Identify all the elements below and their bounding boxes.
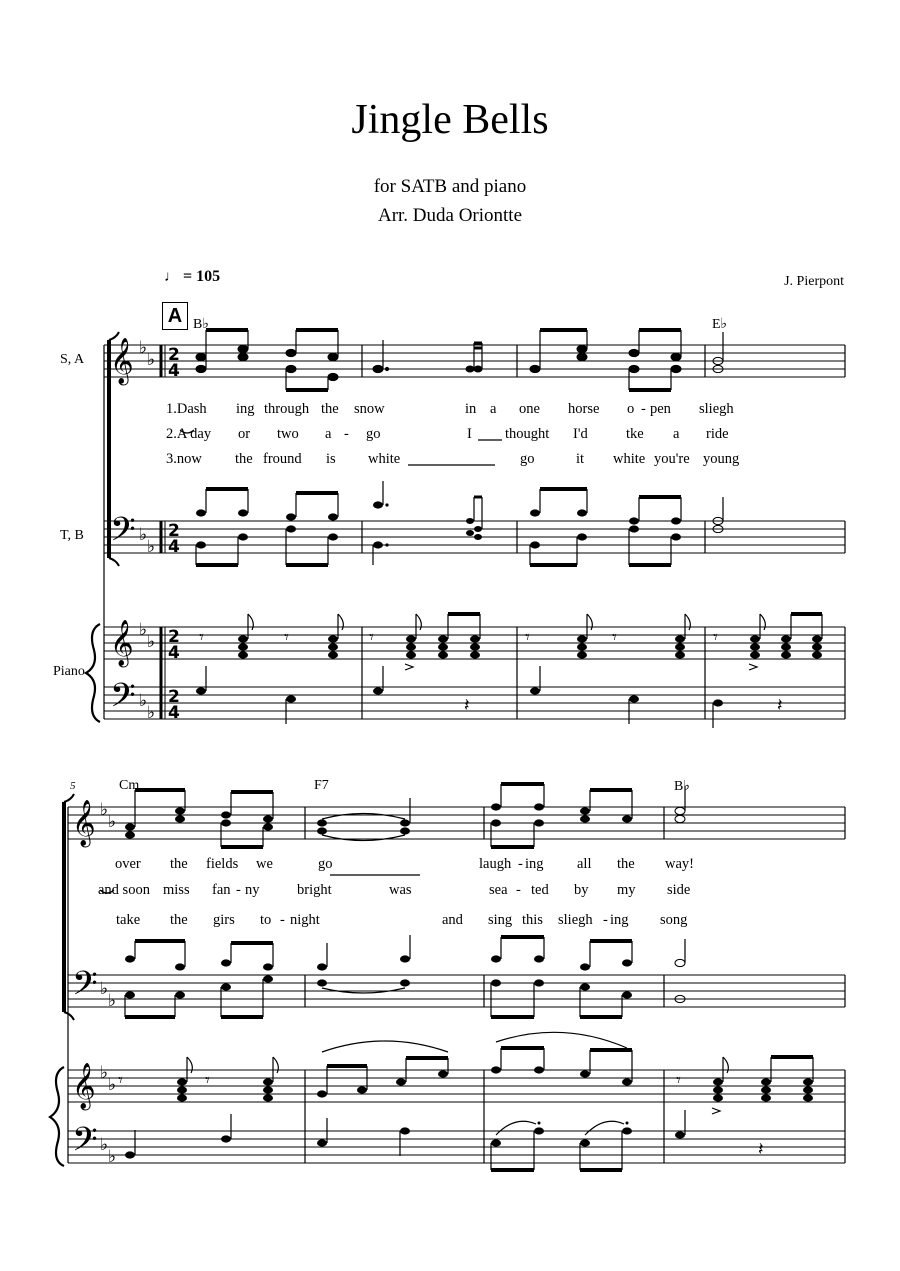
lyric: o bbox=[627, 401, 635, 417]
lyric: by bbox=[574, 882, 589, 898]
staff-piano-lh bbox=[104, 687, 845, 719]
lyric: fan bbox=[212, 882, 231, 898]
svg-text:♭: ♭ bbox=[108, 991, 117, 1011]
time-signature-top: 2 bbox=[168, 627, 180, 647]
lyric: white bbox=[368, 451, 401, 467]
lyric: go bbox=[366, 426, 381, 442]
lyric: take bbox=[116, 912, 141, 928]
time-signature-top: 2 bbox=[168, 687, 180, 707]
lyric: a bbox=[325, 426, 332, 442]
svg-text:𝄽: 𝄽 bbox=[777, 695, 783, 716]
svg-text:𝄾: 𝄾 bbox=[205, 1070, 210, 1091]
composer: J. Pierpont bbox=[784, 274, 844, 289]
lyric: in bbox=[465, 401, 477, 417]
rehearsal-mark: A bbox=[162, 302, 188, 330]
lyric: you're bbox=[654, 451, 690, 467]
svg-text:𝄾: 𝄾 bbox=[118, 1070, 123, 1091]
subtitle: for SATB and piano bbox=[373, 176, 527, 197]
svg-text:♭: ♭ bbox=[100, 979, 109, 999]
svg-text:𝄾: 𝄾 bbox=[199, 627, 204, 648]
lyric: and bbox=[442, 912, 463, 928]
lyric: go bbox=[520, 451, 535, 467]
lyric: sing bbox=[488, 912, 513, 928]
lyric: pen bbox=[650, 401, 671, 417]
lyric: a bbox=[673, 426, 680, 442]
svg-text:𝄾: 𝄾 bbox=[676, 1070, 681, 1091]
chord-symbol: B♭ bbox=[193, 317, 209, 332]
svg-text:♭: ♭ bbox=[108, 1147, 117, 1167]
time-signature-bottom: 4 bbox=[168, 643, 180, 663]
bass-clef: 𝄢 bbox=[110, 677, 136, 723]
lyric: - bbox=[516, 882, 521, 898]
lyric: ing bbox=[610, 912, 629, 928]
time-signature-bottom: 4 bbox=[168, 703, 180, 723]
chord-symbol: B♭ bbox=[674, 779, 690, 794]
lyric: I'd bbox=[573, 426, 588, 442]
lyric: night bbox=[290, 912, 320, 928]
time-signature-bottom: 4 bbox=[168, 361, 180, 381]
lyric: ted bbox=[531, 882, 549, 898]
lyric: I bbox=[467, 426, 472, 442]
lyric: - bbox=[236, 882, 241, 898]
page-title: Jingle Bells bbox=[351, 97, 549, 143]
lyric: sliegh bbox=[699, 401, 734, 417]
lyric: to bbox=[260, 912, 272, 928]
chord-symbol: F7 bbox=[314, 778, 329, 793]
bass-clef: 𝄢 bbox=[110, 511, 136, 557]
svg-text:𝄽: 𝄽 bbox=[464, 695, 470, 716]
lyric: - bbox=[280, 912, 285, 928]
lyric: it bbox=[576, 451, 585, 467]
svg-text:𝄾: 𝄾 bbox=[713, 627, 718, 648]
svg-text:𝄢: 𝄢 bbox=[72, 1121, 98, 1167]
lyric: through bbox=[264, 401, 310, 417]
lyric: tke bbox=[626, 426, 644, 442]
time-signature-bottom: 4 bbox=[168, 537, 180, 557]
svg-text:𝄽: 𝄽 bbox=[758, 1139, 764, 1160]
svg-text:♭: ♭ bbox=[100, 1063, 109, 1083]
lyric: the bbox=[235, 451, 253, 467]
svg-text:♭: ♭ bbox=[147, 632, 156, 652]
lyric: the bbox=[321, 401, 339, 417]
lyric: was bbox=[389, 882, 412, 898]
staff-piano-lh-2 bbox=[68, 1131, 845, 1163]
lyric: ing bbox=[525, 856, 544, 872]
treble-clef: 𝄞 bbox=[110, 620, 134, 666]
lyric: this bbox=[522, 912, 543, 928]
tb-notes-system1 bbox=[196, 501, 723, 548]
svg-text:♭: ♭ bbox=[108, 1075, 117, 1095]
lyric: snow bbox=[354, 401, 385, 417]
time-signature-top: 2 bbox=[168, 521, 180, 541]
lyric: ride bbox=[706, 426, 729, 442]
lyric: thought bbox=[505, 426, 550, 442]
part-label-sa: S, A bbox=[60, 352, 85, 367]
piano-rh-system1 bbox=[199, 627, 718, 648]
part-label-piano: Piano bbox=[53, 664, 85, 679]
chord-symbol: Cm bbox=[119, 778, 140, 793]
lyric: white bbox=[613, 451, 646, 467]
svg-text:𝄢: 𝄢 bbox=[72, 965, 98, 1011]
tempo-value: = 105 bbox=[183, 268, 221, 285]
lyric: go bbox=[318, 856, 333, 872]
time-signature-top: 2 bbox=[168, 345, 180, 365]
chord-symbol: E♭ bbox=[712, 317, 728, 332]
lyric: we bbox=[256, 856, 273, 872]
lyric: is bbox=[326, 451, 336, 467]
lyric: ny bbox=[245, 882, 260, 898]
lyric: one bbox=[519, 401, 540, 417]
lyric: 3.now bbox=[166, 451, 202, 467]
svg-text:♭: ♭ bbox=[100, 800, 109, 820]
lyric: the bbox=[170, 912, 188, 928]
lyric: fields bbox=[206, 856, 239, 872]
lyric: song bbox=[660, 912, 688, 928]
svg-text:𝄞: 𝄞 bbox=[72, 800, 96, 846]
lyric: ing bbox=[236, 401, 255, 417]
lyric: miss bbox=[163, 882, 190, 898]
lyric: horse bbox=[568, 401, 600, 417]
lyric: all bbox=[577, 856, 592, 872]
lyric: sea bbox=[489, 882, 508, 898]
lyric: girs bbox=[213, 912, 235, 928]
lyric: my bbox=[617, 882, 636, 898]
lyric: 1.Dash bbox=[166, 401, 207, 417]
lyric: sliegh bbox=[558, 912, 593, 928]
lyric: 2.A day bbox=[166, 426, 212, 442]
svg-text:♭: ♭ bbox=[100, 1135, 109, 1155]
lyric: - bbox=[344, 426, 349, 442]
lyric: or bbox=[238, 426, 251, 442]
arranger: Arr. Duda Oriontte bbox=[377, 205, 523, 226]
svg-text:♭: ♭ bbox=[139, 691, 148, 711]
svg-text:𝄾: 𝄾 bbox=[525, 627, 530, 648]
lyric: - bbox=[641, 401, 646, 417]
svg-text:♭: ♭ bbox=[139, 338, 148, 358]
measure-number: 5 bbox=[70, 780, 76, 792]
svg-text:𝄞: 𝄞 bbox=[72, 1063, 96, 1109]
quarter-note-icon: ♩ bbox=[164, 269, 179, 285]
svg-text:♭: ♭ bbox=[147, 350, 156, 370]
lyric: and soon bbox=[98, 882, 150, 898]
lyric: the bbox=[170, 856, 188, 872]
svg-text:♭: ♭ bbox=[139, 620, 148, 640]
lyric: the bbox=[617, 856, 635, 872]
lyric: fround bbox=[263, 451, 302, 467]
svg-text:𝄾: 𝄾 bbox=[369, 627, 374, 648]
treble-clef: 𝄞 bbox=[110, 338, 134, 384]
svg-text:♭: ♭ bbox=[147, 537, 156, 557]
lyric: over bbox=[115, 856, 141, 872]
lyric: laugh bbox=[479, 856, 512, 872]
sa-notes-system1 bbox=[196, 345, 723, 380]
part-label-tb: T, B bbox=[60, 528, 84, 543]
svg-text:𝄾: 𝄾 bbox=[612, 627, 617, 648]
svg-text:♭: ♭ bbox=[147, 703, 156, 723]
lyric: a bbox=[490, 401, 497, 417]
lyric: young bbox=[703, 451, 740, 467]
lyric: bright bbox=[297, 882, 332, 898]
lyric: side bbox=[667, 882, 691, 898]
svg-text:𝄾: 𝄾 bbox=[284, 627, 289, 648]
lyric: way! bbox=[665, 856, 694, 872]
lyric: - bbox=[518, 856, 523, 872]
lyric: two bbox=[277, 426, 299, 442]
lyric: - bbox=[603, 912, 608, 928]
staff-tb-2 bbox=[68, 975, 845, 1007]
svg-text:♭: ♭ bbox=[108, 812, 117, 832]
svg-text:♭: ♭ bbox=[139, 525, 148, 545]
